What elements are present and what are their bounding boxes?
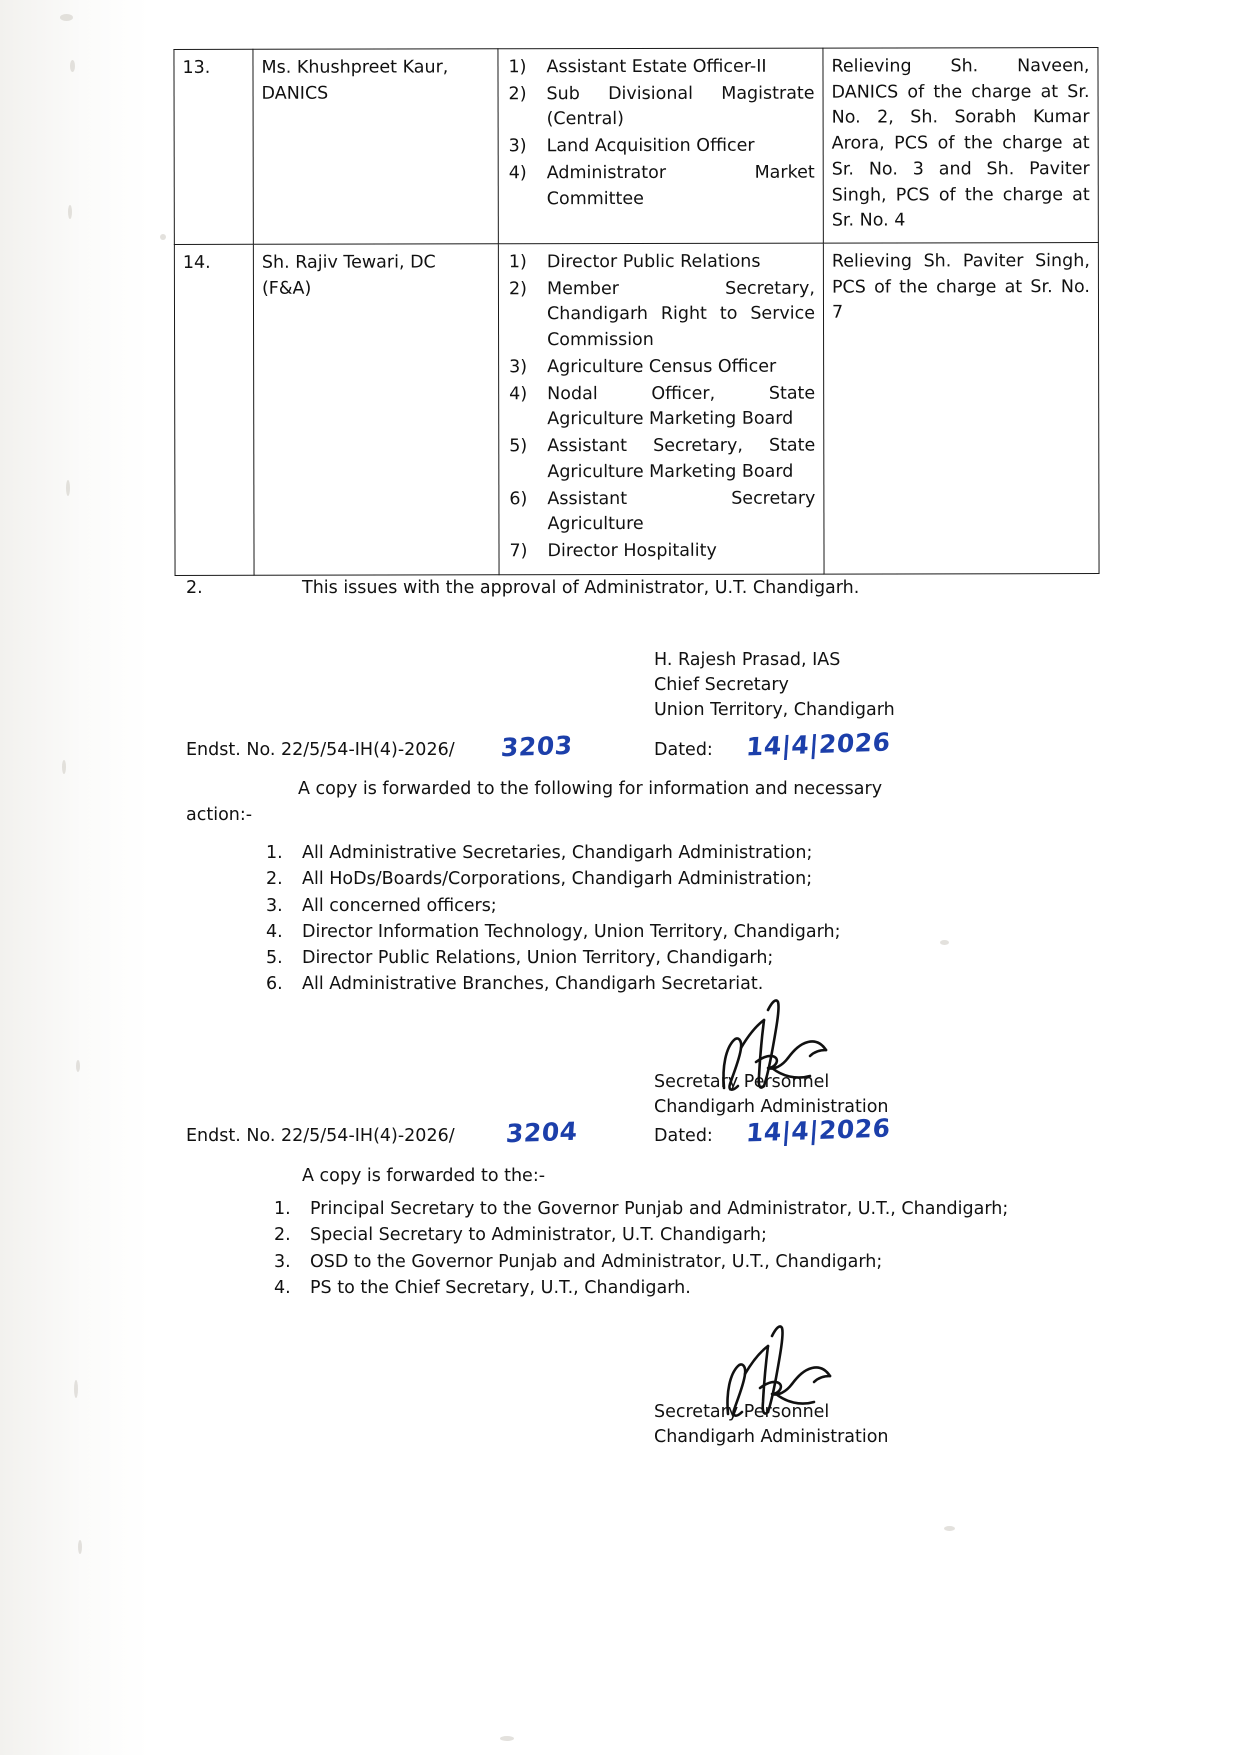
forward-line-1: A copy is forwarded to the following for information and necessary xyxy=(298,779,883,799)
table-row xyxy=(174,243,1099,576)
post-label: Agriculture Census Officer xyxy=(547,356,777,378)
scan-speck xyxy=(78,1540,82,1554)
item-number: 1. xyxy=(274,1199,291,1219)
scan-edge-shading xyxy=(0,0,150,1755)
posts-list xyxy=(506,55,814,213)
forward-line-2: action:- xyxy=(186,805,253,826)
list-item xyxy=(270,1249,1010,1275)
endorsement-1-header xyxy=(186,727,1036,774)
table-cell-remarks xyxy=(823,243,1099,574)
list-item xyxy=(507,381,815,433)
endorsement-2-recipient-list xyxy=(270,1196,1010,1301)
endorsement-dated-label: Dated: xyxy=(654,740,713,760)
scan-speck xyxy=(62,760,66,774)
paragraph-number: 2. xyxy=(186,578,203,598)
signatory-office: Union Territory, Chandigarh xyxy=(654,699,895,720)
item-text: All concerned officers; xyxy=(302,895,497,916)
item-number: 5. xyxy=(266,948,283,968)
endorsement-number-handwritten: 3204 xyxy=(505,1116,579,1149)
list-item xyxy=(270,1222,1010,1248)
table-cell-posts xyxy=(498,243,824,574)
table-cell-remarks xyxy=(823,48,1098,244)
endorsement-1-recipient-list xyxy=(262,840,1002,998)
post-label: Director Hospitality xyxy=(547,540,717,562)
paragraph-text: This issues with the approval of Administrator, U.T. Chandigarh. xyxy=(302,578,860,598)
signatory-office: Chandigarh Administration xyxy=(654,1426,889,1447)
signatory-name: H. Rajesh Prasad, IAS xyxy=(654,650,841,670)
recipient-list xyxy=(262,840,1002,998)
endorsement-1-forward-text xyxy=(186,776,952,829)
list-item xyxy=(270,1196,1010,1222)
list-item xyxy=(262,971,1002,997)
post-number: 3) xyxy=(509,357,528,378)
item-number: 4. xyxy=(266,921,283,942)
table-cell-officer-name: Ms. Khushpreet Kaur, DANICS xyxy=(253,49,498,245)
scan-speck xyxy=(60,14,73,21)
signatory-office: Chandigarh Administration xyxy=(654,1096,889,1117)
table-row xyxy=(174,48,1098,245)
remarks-text: Relieving Sh. Paviter Singh, PCS of the charge at Sr. No. 7 xyxy=(831,251,1090,324)
table-cell-serial: 14. xyxy=(174,244,254,575)
list-item xyxy=(262,945,1002,971)
table-cell-posts xyxy=(498,48,823,244)
item-text: OSD to the Governor Punjab and Administrator, U.T., Chandigarh; xyxy=(310,1251,883,1272)
post-label: Nodal Officer, State Agriculture Marketing Board xyxy=(547,383,816,430)
endorsement-2-forward-text: A copy is forwarded to the:- xyxy=(302,1166,546,1186)
post-number: 4) xyxy=(509,383,528,404)
paragraph-2 xyxy=(186,578,1026,598)
officer-assignment-table xyxy=(173,47,1099,576)
item-number: 3. xyxy=(274,1251,291,1272)
post-number: 2) xyxy=(508,278,527,300)
post-label: Director Public Relations xyxy=(546,251,761,273)
list-item xyxy=(270,1275,1010,1301)
list-item xyxy=(507,434,815,486)
post-label: Administrator Market Committee xyxy=(546,162,815,209)
post-number: 5) xyxy=(509,436,528,457)
item-number: 1. xyxy=(266,843,283,863)
scan-speck xyxy=(68,205,72,219)
post-number: 1) xyxy=(508,252,527,273)
post-number: 4) xyxy=(508,163,527,184)
item-text: Principal Secretary to the Governor Punjab and Administrator, U.T., Chandigarh; xyxy=(310,1199,1009,1219)
signatory-designation: Secretary Personnel xyxy=(654,1072,830,1092)
signatory-secretary-personnel-1 xyxy=(654,1070,889,1120)
posts-list xyxy=(507,250,816,565)
scan-speck xyxy=(74,1380,78,1398)
post-number: 2) xyxy=(508,83,527,104)
list-item xyxy=(507,250,815,276)
list-item xyxy=(507,276,815,354)
item-text: Director Public Relations, Union Territory, Chandigarh; xyxy=(302,948,774,968)
item-number: 2. xyxy=(266,869,283,890)
list-item xyxy=(507,134,815,160)
item-text: Special Secretary to Administrator, U.T. Chandigarh; xyxy=(310,1225,767,1246)
post-number: 6) xyxy=(509,488,528,509)
post-number: 3) xyxy=(508,136,527,157)
list-item xyxy=(262,866,1002,892)
item-number: 6. xyxy=(266,974,283,995)
endorsement-number-label: Endst. No. 22/5/54-IH(4)-2026/ xyxy=(186,1126,455,1146)
item-number: 2. xyxy=(274,1225,291,1246)
item-text: All Administrative Branches, Chandigarh Secretariat. xyxy=(302,974,764,995)
list-item xyxy=(507,81,815,133)
officer-assignment-table-wrapper xyxy=(174,48,1090,575)
item-text: All Administrative Secretaries, Chandigarh Administration; xyxy=(302,843,813,863)
list-item xyxy=(506,55,814,81)
list-item xyxy=(507,539,815,565)
signatory-designation: Chief Secretary xyxy=(654,674,789,695)
endorsement-date-handwritten: 14|4|2026 xyxy=(745,727,892,762)
post-label: Assistant Secretary, State Agriculture Marketing Board xyxy=(547,435,816,482)
endorsement-number-label: Endst. No. 22/5/54-IH(4)-2026/ xyxy=(186,740,455,760)
endorsement-2-header xyxy=(186,1113,1036,1160)
list-item xyxy=(262,893,1002,919)
post-label: Assistant Secretary Agriculture xyxy=(547,488,816,535)
signatory-chief-secretary xyxy=(654,648,895,723)
item-number: 3. xyxy=(266,895,283,916)
item-text: PS to the Chief Secretary, U.T., Chandigarh. xyxy=(310,1277,691,1298)
scan-speck xyxy=(500,1736,514,1741)
scan-speck xyxy=(944,1526,955,1531)
list-item xyxy=(507,355,815,381)
post-label: Member Secretary, Chandigarh Right to Service Commission xyxy=(546,278,816,351)
list-item xyxy=(507,486,815,538)
item-text: Director Information Technology, Union Territory, Chandigarh; xyxy=(302,921,841,942)
remarks-text: Relieving Sh. Naveen, DANICS of the charge at Sr. No. 2, Sh. Sorabh Kumar Arora, PCS of the charge at Sr. No. 3 and Sh. Paviter Singh, PCS of the charge at Sr. No. 4 xyxy=(831,56,1090,231)
endorsement-number-handwritten: 3203 xyxy=(500,730,574,763)
scan-speck xyxy=(76,1060,80,1072)
list-item xyxy=(507,161,815,213)
post-label: Sub Divisional Magistrate (Central) xyxy=(546,83,815,130)
recipient-list xyxy=(270,1196,1010,1301)
table-cell-serial: 13. xyxy=(174,49,253,244)
table-cell-officer-name: Sh. Rajiv Tewari, DC (F&A) xyxy=(253,244,499,575)
post-number: 7) xyxy=(509,541,528,562)
signatory-secretary-personnel-2 xyxy=(654,1400,889,1450)
post-number: 1) xyxy=(508,57,527,78)
signatory-designation: Secretary Personnel xyxy=(654,1402,830,1422)
item-text: All HoDs/Boards/Corporations, Chandigarh Administration; xyxy=(302,869,813,890)
item-number: 4. xyxy=(274,1277,291,1298)
scan-speck xyxy=(70,60,75,72)
post-label: Land Acquisition Officer xyxy=(546,135,755,157)
endorsement-date-handwritten: 14|4|2026 xyxy=(745,1113,892,1148)
scan-speck xyxy=(66,480,70,496)
list-item xyxy=(262,919,1002,945)
post-label: Assistant Estate Officer-II xyxy=(546,56,767,78)
scan-speck xyxy=(160,234,166,240)
list-item xyxy=(262,840,1002,866)
endorsement-dated-label: Dated: xyxy=(654,1126,713,1146)
